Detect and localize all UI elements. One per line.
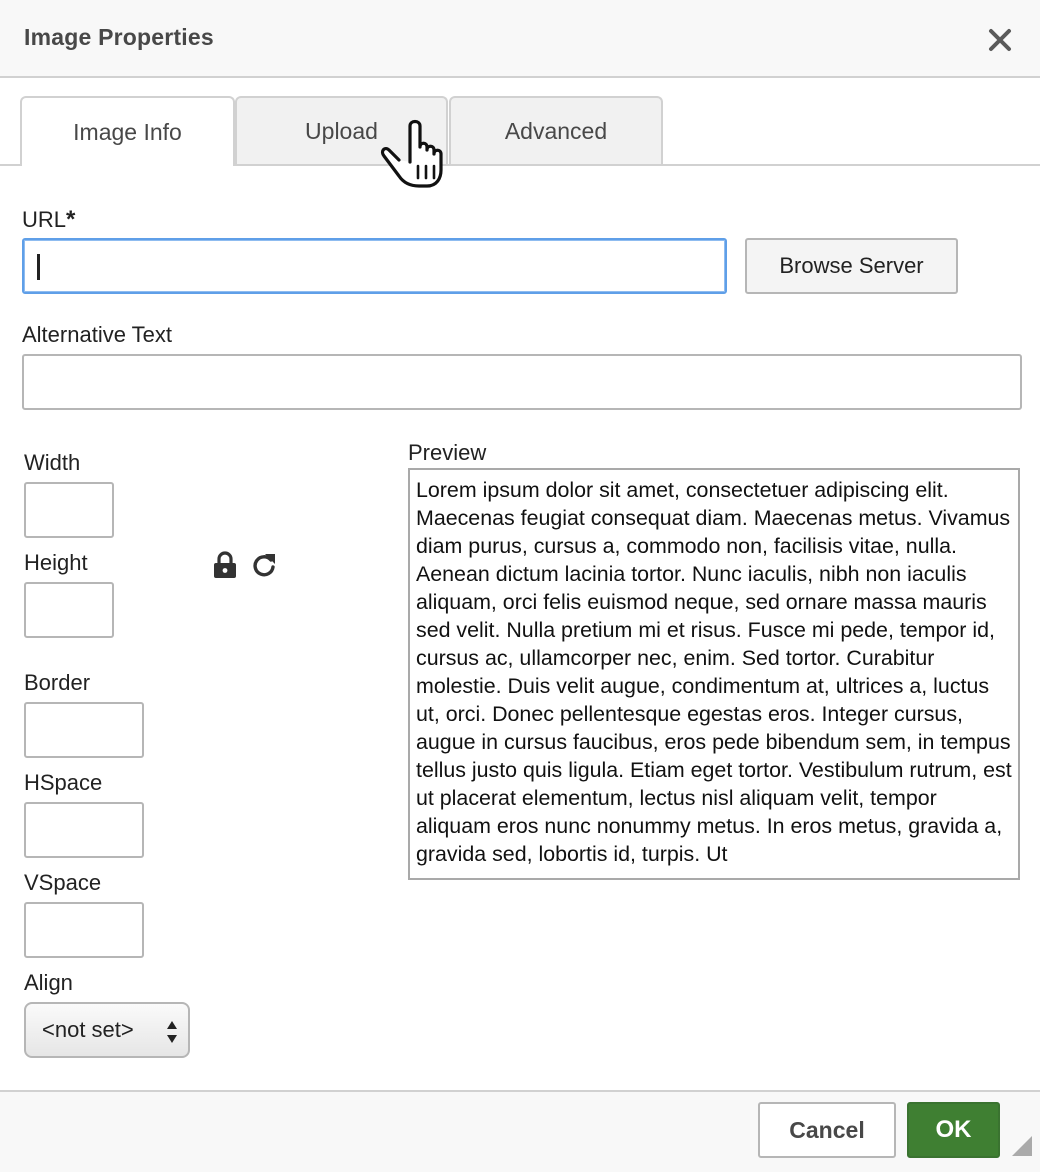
resize-grip-icon[interactable] xyxy=(1012,1136,1032,1156)
align-selected-value: <not set> xyxy=(42,1017,134,1042)
border-label: Border xyxy=(24,670,91,695)
vspace-label: VSpace xyxy=(24,870,102,895)
required-marker: * xyxy=(66,206,76,233)
width-label: Width xyxy=(24,450,81,475)
height-label: Height xyxy=(24,550,88,575)
reset-size-icon[interactable] xyxy=(250,550,278,580)
url-label-text: URL xyxy=(22,207,67,232)
hspace-input[interactable] xyxy=(24,802,144,858)
preview-text: Lorem ipsum dolor sit amet, consectetuer adipiscing elit. Maecenas feugiat consequat diam. Maecenas metus. Vivamus diam purus, cursus a, commodo non, facilisis vitae, nulla. Aenean dictum lacinia tortor. Nunc iaculis, nibh non iaculis aliquam, orci felis euismod neque, sed ornare massa mauris sed velit. Nulla pretium mi et risus. Fusce mi pede, tempor id, cursus ac, ullamcorper nec, enim. Sed tortor. Curabitur molestie. Duis velit augue, condimentum at, ultrices a, luctus ut, orci. Donec pellentesque egestas eros. Integer cursus, augue in cursus faucibus, eros pede bibendum sem, in tempus tellus justo quis ligula. Etiam eget tortor. Vestibulum rutrum, est ut placerat elementum, lectus nisl aliquam velit, tempor aliquam eros nunc nonummy metus. In eros metus, gravida a, gravida sed, lobortis id, turpis. Ut xyxy=(416,478,1012,866)
tab-label: Image Info xyxy=(73,118,182,145)
browse-server-button[interactable] xyxy=(745,238,958,294)
align-select[interactable] xyxy=(24,1002,190,1058)
height-input[interactable] xyxy=(24,582,114,638)
align-label: Align xyxy=(24,970,73,995)
cancel-button[interactable] xyxy=(758,1102,896,1158)
vspace-input[interactable] xyxy=(24,902,144,958)
lock-icon[interactable] xyxy=(212,550,238,580)
url-label xyxy=(22,206,75,234)
tab-image-info[interactable] xyxy=(20,96,235,166)
close-icon[interactable] xyxy=(986,26,1014,54)
border-input[interactable] xyxy=(24,702,144,758)
alt-text-label: Alternative Text xyxy=(22,322,173,347)
tab-upload[interactable] xyxy=(235,96,448,164)
width-input[interactable] xyxy=(24,482,114,538)
tab-label: Advanced xyxy=(504,117,608,144)
preview-label: Preview xyxy=(408,440,487,465)
tab-label: Upload xyxy=(305,117,378,144)
url-input[interactable] xyxy=(22,238,727,294)
dialog-title: Image Properties xyxy=(24,24,214,50)
cancel-label: Cancel xyxy=(789,1116,865,1143)
ok-button[interactable] xyxy=(907,1102,1000,1158)
select-arrows-icon xyxy=(166,1018,178,1046)
tab-advanced[interactable] xyxy=(449,96,663,164)
alt-text-input[interactable] xyxy=(22,354,1022,410)
text-caret xyxy=(37,254,40,280)
hspace-label: HSpace xyxy=(24,770,103,795)
preview-area xyxy=(408,468,1020,880)
ok-label: OK xyxy=(935,1116,972,1143)
browse-server-label: Browse Server xyxy=(779,253,924,278)
